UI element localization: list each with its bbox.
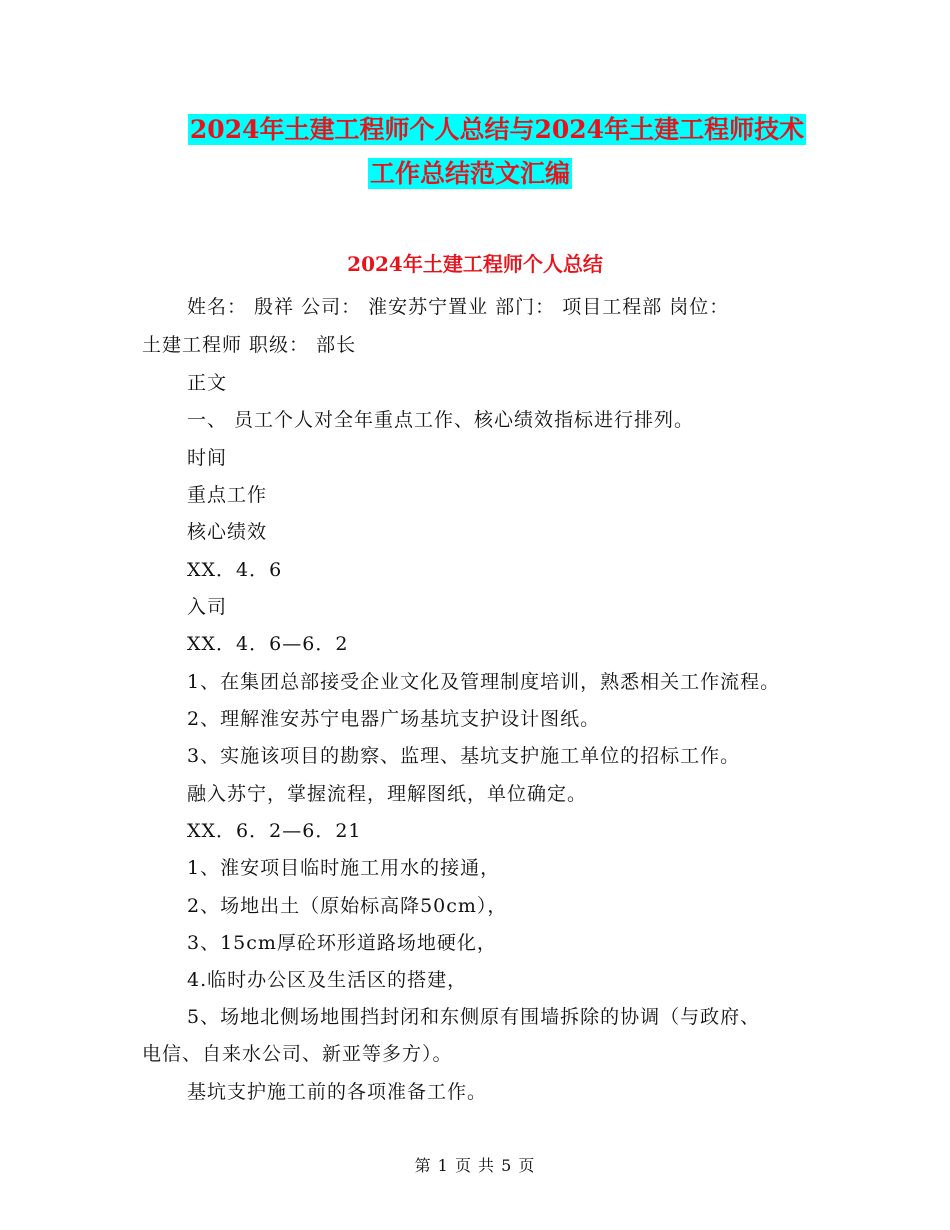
body-line: 电信、自来水公司、新亚等多方）。 [142,1043,453,1065]
body-line: 重点工作 [187,484,268,506]
body-line: XX．4．6 [187,559,283,581]
body-heading: 正文 [187,372,228,394]
body-line: 入司 [187,596,228,618]
body-line: 3、实施该项目的勘察、监理、基坑支护施工单位的招标工作。 [187,745,741,767]
body-line: 基坑支护施工前的各项准备工作。 [187,1081,488,1103]
body-line: 融入苏宁，掌握流程，理解图纸，单位确定。 [187,783,588,805]
body-line: 4.临时办公区及生活区的搭建， [187,969,468,991]
page-number-footer: 第 1 页 共 5 页 [414,1156,536,1175]
document-title-line-2 [0,157,945,191]
body-line: 2、场地出土（原始标高降50cm）， [187,895,508,917]
body-line: 1、淮安项目临时施工用水的接通， [187,857,501,879]
document-title-line-1 [22,113,950,147]
body-line: 一、 员工个人对全年重点工作、核心绩效指标进行排列。 [187,409,695,431]
info-line-2: 土建工程师 职级： 部长 [142,334,357,356]
body-line: XX．6．2—6．21 [187,820,362,842]
body-line: 核心绩效 [187,521,268,543]
body-line: 1、在集团总部接受企业文化及管理制度培训，熟悉相关工作流程。 [187,671,781,693]
body-line: 2、理解淮安苏宁电器广场基坑支护设计图纸。 [187,708,601,730]
body-line: XX．4．6—6．2 [187,633,349,655]
title-highlight-2: 工作总结范文汇编 [369,159,570,188]
section-title: 2024年土建工程师个人总结 [347,252,603,276]
body-line: 3、15cm厚砼环形道路场地硬化， [187,932,497,954]
body-line: 5、场地北侧场地围挡封闭和东侧原有围墙拆除的协调（与政府、 [187,1006,761,1028]
body-line: 时间 [187,447,228,469]
title-highlight-1: 2024年土建工程师个人总结与2024年土建工程师技术 [189,115,805,144]
info-line-1: 姓名： 殷祥 公司： 淮安苏宁置业 部门： 项目工程部 岗位： [187,296,730,318]
